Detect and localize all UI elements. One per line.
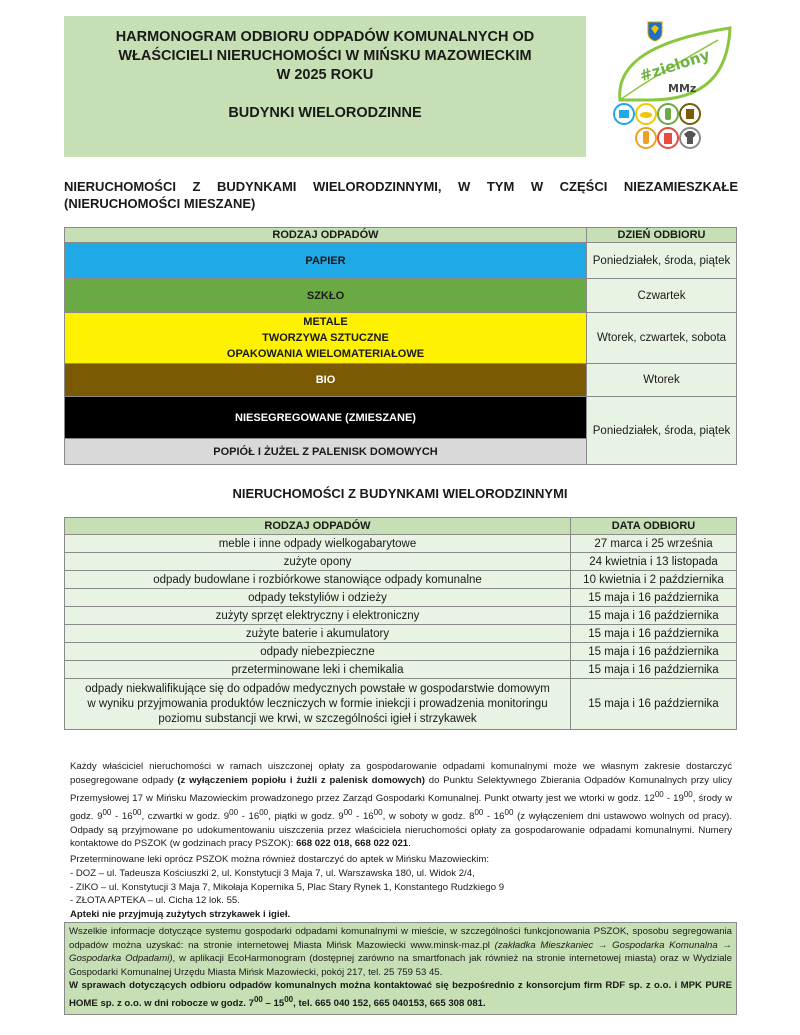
pharmacy-note: Apteki nie przyjmują zużytych strzykawek i igieł. <box>70 909 291 921</box>
waste-metals: METALE <box>303 316 348 328</box>
pickup-day: Poniedziałek, środa, piątek <box>587 243 737 279</box>
waste-glass: SZKŁO <box>65 279 587 313</box>
waste-name: zużyty sprzęt elektryczny i elektroniczny <box>65 607 571 625</box>
header-line-1: HARMONOGRAM ODBIORU ODPADÓW KOMUNALNYCH OD <box>115 29 535 45</box>
waste-name: meble i inne odpady wielkogabarytowe <box>65 535 571 553</box>
table-row <box>65 571 737 589</box>
table-row <box>65 243 737 279</box>
table-row <box>65 679 737 730</box>
pickup-date: 24 kwietnia i 13 listopada <box>571 553 737 571</box>
logo-text: #zielony <box>637 45 713 86</box>
waste-name: odpady tekstyliów i odzieży <box>65 589 571 607</box>
logo-sub: MMz <box>668 82 697 95</box>
website-path: (zakładka Mieszkaniec → Gospodarka Komunalna → Gospodarka Odpadami) <box>69 939 732 965</box>
table-row <box>65 279 737 313</box>
table-row <box>65 661 737 679</box>
pickup-date: 15 maja i 16 października <box>571 607 737 625</box>
col-pickup-day: DZIEŃ ODBIORU <box>587 228 737 243</box>
pickup-day: Wtorek, czwartek, sobota <box>587 313 737 364</box>
table-row <box>65 364 737 397</box>
table-row <box>65 397 737 439</box>
waste-line: poziomu substancji we krwi, w szczególności igieł i strzykawek <box>158 712 477 725</box>
pickup-date: 15 maja i 16 października <box>571 625 737 643</box>
multifamily-table <box>64 517 737 730</box>
section1-title-line1: NIERUCHOMOŚCI Z BUDYNKAMI WIELORODZINNYMI, W TYM W CZĘŚCI NIEZAMIESZKAŁE <box>64 179 738 194</box>
waste-line: odpady niekwalifikujące się do odpadów medycznych powstałe w gospodarstwie domowym <box>85 682 550 695</box>
col-waste-type: RODZAJ ODPADÓW <box>65 518 571 535</box>
pickup-date: 15 maja i 16 października <box>571 661 737 679</box>
waste-paper: PAPIER <box>65 243 587 279</box>
waste-bio: BIO <box>65 364 587 397</box>
waste-name-medical <box>65 679 571 730</box>
waste-line: w wyniku przyjmowania produktów leczniczych w formie iniekcji i prowadzenia monitoringu <box>87 697 548 710</box>
waste-name: przeterminowane leki i chemikalia <box>65 661 571 679</box>
pharmacy-section <box>70 853 732 922</box>
header-box <box>64 16 586 157</box>
waste-plastics: TWORZYWA SZTUCZNE <box>262 332 389 344</box>
pickup-date: 15 maja i 16 października <box>571 643 737 661</box>
pickup-day: Czwartek <box>587 279 737 313</box>
pharmacy-intro: Przeterminowane leki oprócz PSZOK można również dostarczyć do aptek w Mińsku Mazowieckim: <box>70 854 490 865</box>
waste-name: zużyte opony <box>65 553 571 571</box>
waste-multimaterial: OPAKOWANIA WIELOMATERIAŁOWE <box>226 348 425 360</box>
pickup-date: 10 kwietnia i 2 października <box>571 571 737 589</box>
col-pickup-date: DATA ODBIORU <box>571 518 737 535</box>
pszok-paragraph: Każdy właściciel nieruchomości w ramach uiszczonej opłaty za gospodarowanie odpadami komunalnymi może we własnym zakresie dostarczyć posegregowane odpady (z wyłączeniem popiołu i żużli z palenisk domowych) do Punktu Selektywnego Zbierania Odpadów Komunalnych przy ulicy Przemysłowej 17 w Mińsku Mazowieckim prowadzonego przez Zarząd Gospodarki Komunalnej. Punkt otwarty jest we wtorki w godz. $12^{00} - 19^{00}$, środy w godz. $9^{00} - 16^{00}$, czwartki w godz. $9^{00} - 16^{00}$, piątki w godz. $9^{00} - 16^{00}$, w soboty w godz. $8^{00} - 16^{00}$ (z wyłączeniem dni ustawowo wolnych od pracy). Odpady są przyjmowane po udokumentowaniu uiszczenia przez właściciela nieruchomości opłaty za gospodarowanie odpadami komunalnymi. Numery kontaktowe do PSZOK (w godzinach pracy PSZOK): 668 022 018, 668 022 021. <box>70 761 733 850</box>
table-row <box>65 589 737 607</box>
table-row <box>65 625 737 643</box>
table-row <box>65 313 737 364</box>
table-row <box>65 535 737 553</box>
pickup-date: 15 maja i 16 października <box>571 679 737 730</box>
section1-title <box>64 178 738 212</box>
pharmacy-ziko: - ZIKO – ul. Konstytucji 3 Maja 7, Mikołaja Kopernika 5, Plac Stary Rynek 1, Konstantego Rudzkiego 9 <box>70 881 505 893</box>
pickup-day: Wtorek <box>587 364 737 397</box>
coat-of-arms-icon <box>648 22 662 41</box>
table-row <box>65 643 737 661</box>
zielony-mmz-logo <box>608 18 738 158</box>
header-line-3: W 2025 ROKU <box>276 67 374 83</box>
waste-mixed: NIESEGREGOWANE (ZMIESZANE) <box>65 397 587 439</box>
header-line-2: WŁAŚCICIELI NIERUCHOMOŚCI W MIŃSKU MAZOWIECKIM <box>118 48 532 64</box>
pickup-date: 15 maja i 16 października <box>571 589 737 607</box>
mixed-properties-table <box>64 227 737 465</box>
pharmacy-doz: - DOZ – ul. Tadeusza Kościuszki 2, ul. Konstytucji 3 Maja 7, ul. Warszawska 180, ul. Widok 2/4, <box>70 867 475 879</box>
pickup-day: Poniedziałek, środa, piątek <box>587 397 737 465</box>
pszok-phones: 668 022 018, 668 022 021 <box>296 838 409 850</box>
pharmacy-zlota: - ZŁOTA APTEKA – ul. Cicha 12 lok. 55. <box>70 895 240 907</box>
info-box: Wszelkie informacje dotyczące systemu gospodarki odpadami komunalnymi w mieście, w szczególności funkcjonowania PSZOK, sposobu segregowania odpadów można uzyskać: na stronie internetowej Miasta Mińsk Mazowiecki www.minsk-maz.pl (zakładka Mieszkaniec → Gospodarka Komunalna → Gospodarka Odpadami), w aplikacji EcoHarmonogram (dostępnej zarówno na smartfonach jak również na stronie internetowej miasta) oraz w Wydziale Gospodarki Komunalnej Urzędu Miasta Mińsk Mazowiecki, pokój 217, tel. 25 759 53 45. W sprawach dotyczących odbioru odpadów komunalnych można kontaktować się bezpośrednio z konsorcjum firm RDF sp. z o.o. i MPK PURE HOME sp. z o.o. w dni robocze w godz. $7^{00} - 15^{00}$, tel. 665 040 152, 665 040153, 665 308 081. <box>64 922 737 1015</box>
header-subtitle: BUDYNKI WIELORODZINNE <box>228 105 422 121</box>
table-row <box>65 553 737 571</box>
waste-name: odpady budowlane i rozbiórkowe stanowiące odpady komunalne <box>65 571 571 589</box>
table-row <box>65 607 737 625</box>
waste-ash: POPIÓŁ I ŻUŻEL Z PALENISK DOMOWYCH <box>65 439 587 465</box>
pickup-date: 27 marca i 25 września <box>571 535 737 553</box>
col-waste-type: RODZAJ ODPADÓW <box>65 228 587 243</box>
waste-metals-plastics <box>65 313 587 364</box>
section1-title-line2: (NIERUCHOMOŚCI MIESZANE) <box>64 196 256 211</box>
contact-info: W sprawach dotyczących odbioru odpadów komunalnych można kontaktować się bezpośrednio z konsorcjum firm RDF sp. z o.o. i MPK PURE HOME sp. z o.o. w dni robocze w godz. $7^{00} - 15^{00}$, tel. 665 040 152, 665 040153, 665 308 081. <box>69 980 732 1010</box>
waste-name: odpady niebezpieczne <box>65 643 571 661</box>
section2-title: NIERUCHOMOŚCI Z BUDYNKAMI WIELORODZINNYMI <box>232 486 568 501</box>
waste-name: zużyte baterie i akumulatory <box>65 625 571 643</box>
